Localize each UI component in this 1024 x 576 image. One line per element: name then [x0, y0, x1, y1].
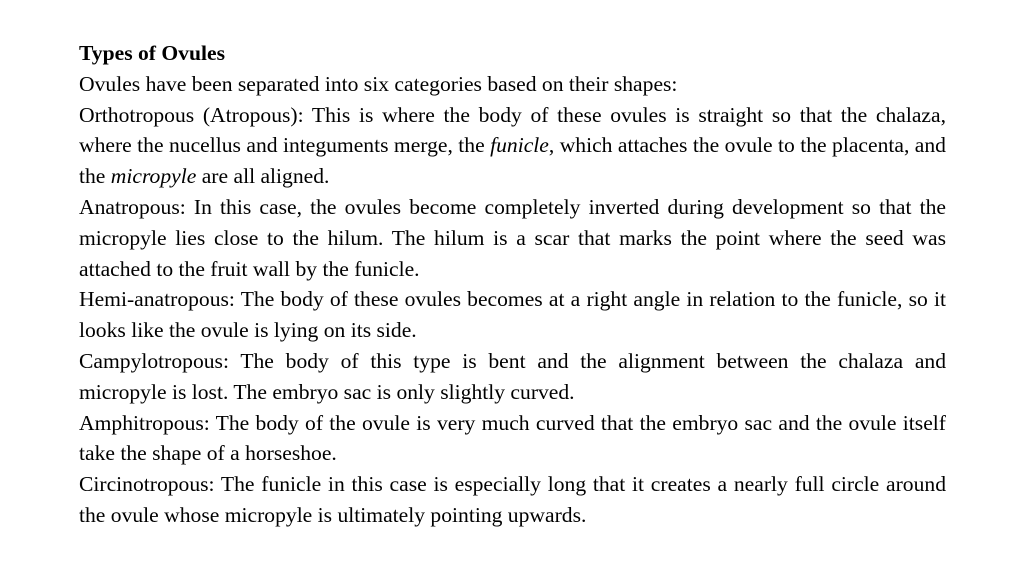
micropyle-term: micropyle: [110, 164, 197, 189]
hemi-anatropous-paragraph: Hemi-anatropous: The body of these ovules becomes at a right angle in relation to the funicle, so it looks like the ovule is lying on its side.: [79, 287, 946, 343]
funicle-term: funicle: [490, 133, 549, 158]
page-title: Types of Ovules: [79, 41, 225, 65]
circinotropous-paragraph: Circinotropous: The funicle in this case is especially long that it creates a nearly full circle around the ovule whose micropyle is ultimately pointing upwards.: [79, 472, 946, 527]
orthotropous-text-3: are all aligned.: [196, 164, 330, 189]
anatropous-paragraph: Anatropous: In this case, the ovules become completely inverted during development so that the micropyle lies close to the hilum. The hilum is a scar that marks the point where the seed was attached to the fruit wall by the funicle.: [79, 194, 946, 281]
orthotropous-paragraph: [79, 100, 946, 192]
amphitropous-paragraph: Amphitropous: The body of the ovule is very much curved that the embryo sac and the ovule itself take the shape of a horseshoe.: [79, 410, 946, 466]
orthotropous-text-1: Orthotropous (Atropous): This is where the body of these ovules is straight so that the chalaza, where the nucellus and integuments merge, the: [79, 102, 946, 158]
intro-paragraph: Ovules have been separated into six categories based on their shapes:: [79, 71, 678, 96]
document-body: [79, 38, 946, 531]
campylotropous-paragraph: Campylotropous: The body of this type is bent and the alignment between the chalaza and micropyle is lost. The embryo sac is only slightly curved.: [79, 348, 946, 404]
orthotropous-text-2: , which attaches the ovule to the placenta, and the: [79, 133, 946, 189]
